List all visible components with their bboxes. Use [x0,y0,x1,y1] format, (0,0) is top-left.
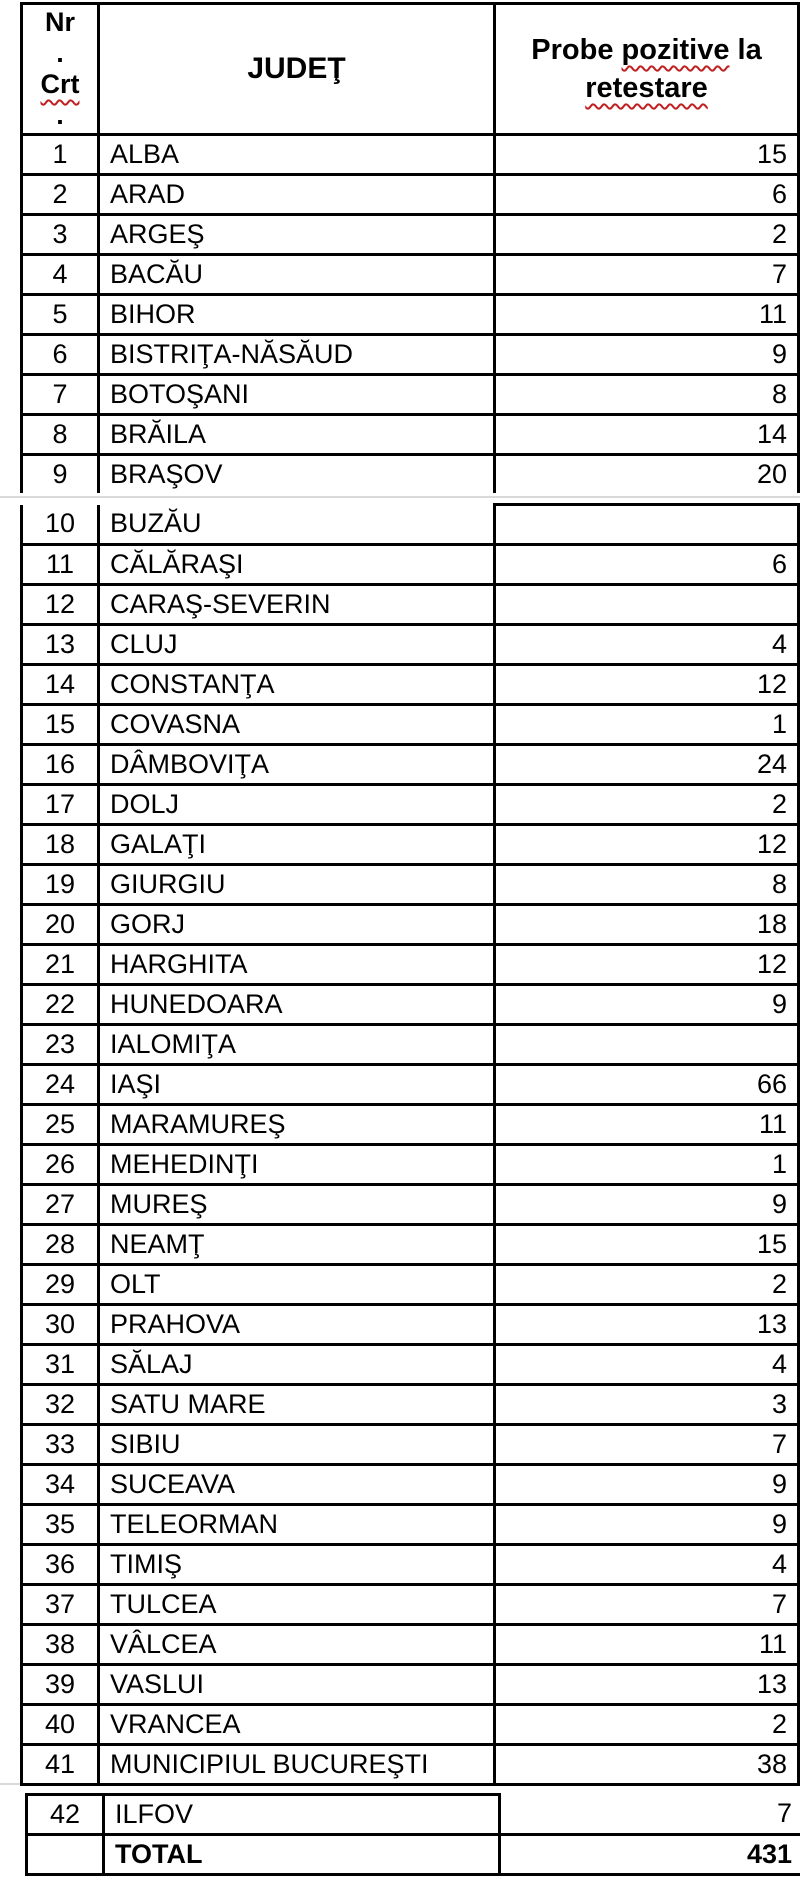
value-cell: 38 [495,1745,799,1785]
county-cell: COVASNA [99,705,495,745]
value-cell: 12 [495,825,799,865]
header-crt-line: Crt [40,69,80,99]
row-number-cell: 35 [22,1505,99,1545]
header-nr-dot2: . [56,100,64,130]
county-cell: TULCEA [99,1585,495,1625]
table-row [22,825,799,865]
county-cell: VASLUI [99,1665,495,1705]
table-row [22,1185,799,1225]
counties-table-page-3 [25,1793,800,1876]
county-cell: HARGHITA [99,945,495,985]
table-row [22,545,799,585]
row-number-cell: 27 [22,1185,99,1225]
row-number-cell: 36 [22,1545,99,1585]
county-cell: VRANCEA [99,1705,495,1745]
value-cell: 66 [495,1065,799,1105]
row-number-cell: 30 [22,1305,99,1345]
county-cell: CĂLĂRAŞI [99,545,495,585]
total-row [27,1835,800,1875]
table-row [22,705,799,745]
value-cell: 2 [495,1265,799,1305]
row-number-cell: 19 [22,865,99,905]
row-number-cell: 18 [22,825,99,865]
table-row [22,1065,799,1105]
row-number-cell: 34 [22,1465,99,1505]
row-number-cell: 32 [22,1385,99,1425]
table-row [22,625,799,665]
table-row [22,745,799,785]
total-label: TOTAL [104,1835,500,1875]
value-cell: 11 [495,1105,799,1145]
value-cell: 9 [495,985,799,1025]
county-cell: BOTOŞANI [99,375,495,415]
value-cell: 11 [495,1625,799,1665]
county-cell: MARAMUREŞ [99,1105,495,1145]
table-row [22,1465,799,1505]
table-row [22,905,799,945]
table-row [22,585,799,625]
county-cell: GORJ [99,905,495,945]
value-cell: 9 [495,1465,799,1505]
county-cell: TELEORMAN [99,1505,495,1545]
county-cell: SĂLAJ [99,1345,495,1385]
row-number-cell: 26 [22,1145,99,1185]
value-cell: 9 [495,335,799,375]
row-number-cell: 4 [22,255,99,295]
value-cell: 6 [495,175,799,215]
counties-table-page-1 [20,2,800,493]
row-number-cell: 5 [22,295,99,335]
row-number-cell: 31 [22,1345,99,1385]
table-row [22,135,799,175]
table-row [22,1305,799,1345]
row-number-cell: 39 [22,1665,99,1705]
row-number-cell: 33 [22,1425,99,1465]
county-cell: BACĂU [99,255,495,295]
table-row [22,375,799,415]
county-cell: BRAŞOV [99,455,495,494]
table-row [22,1105,799,1145]
value-cell: 8 [495,865,799,905]
value-cell: 1 [495,1145,799,1185]
value-cell: 11 [495,295,799,335]
row-number-cell: 42 [27,1795,104,1835]
county-cell: MUNICIPIUL BUCUREŞTI [99,1745,495,1785]
table-row [22,1225,799,1265]
value-cell: 12 [495,665,799,705]
table-row [22,335,799,375]
row-number-cell: 3 [22,215,99,255]
county-cell: HUNEDOARA [99,985,495,1025]
value-cell: 13 [495,1305,799,1345]
row-number-cell: 10 [22,505,99,545]
row-number-cell: 12 [22,585,99,625]
table-row [22,665,799,705]
table-row [22,1665,799,1705]
county-cell: SIBIU [99,1425,495,1465]
value-cell: 2 [495,785,799,825]
county-cell: TIMIŞ [99,1545,495,1585]
header-nr-dot1: . [56,38,64,68]
county-cell: BRĂILA [99,415,495,455]
value-cell: 14 [495,415,799,455]
row-number-cell: 1 [22,135,99,175]
value-cell: 6 [495,545,799,585]
value-cell: 2 [495,215,799,255]
row-number-cell: 40 [22,1705,99,1745]
header-nr-crt [22,4,99,135]
value-cell: 4 [495,1345,799,1385]
value-cell: 12 [495,945,799,985]
value-cell: 4 [495,625,799,665]
county-cell: BIHOR [99,295,495,335]
table-row [22,1385,799,1425]
value-cell: 7 [500,1795,800,1835]
header-probe-line2: retestare [585,72,708,104]
table-row [22,1745,799,1785]
row-number-cell: 23 [22,1025,99,1065]
county-cell: ALBA [99,135,495,175]
county-cell: DÂMBOVIŢA [99,745,495,785]
county-cell: BISTRIŢA-NĂSĂUD [99,335,495,375]
county-cell: CARAŞ-SEVERIN [99,585,495,625]
header-nr-line1: Nr [44,7,75,37]
county-cell: SATU MARE [99,1385,495,1425]
county-cell: MEHEDINŢI [99,1145,495,1185]
row-number-cell: 2 [22,175,99,215]
table-row [22,1585,799,1625]
value-cell: 15 [495,135,799,175]
row-number-cell: 15 [22,705,99,745]
county-cell: ARAD [99,175,495,215]
county-cell: PRAHOVA [99,1305,495,1345]
value-cell [495,1025,799,1065]
row-number-cell: 21 [22,945,99,985]
table-row [22,985,799,1025]
header-row [22,4,799,135]
table-row [22,415,799,455]
row-number-cell: 11 [22,545,99,585]
county-cell: OLT [99,1265,495,1305]
row-number-cell: 16 [22,745,99,785]
table-row [22,945,799,985]
row-number-cell: 28 [22,1225,99,1265]
value-cell: 20 [495,455,799,494]
row-number-cell: 24 [22,1065,99,1105]
total-empty-cell [27,1835,104,1875]
county-cell: GALAŢI [99,825,495,865]
row-number-cell: 37 [22,1585,99,1625]
row-number-cell: 25 [22,1105,99,1145]
value-cell [495,505,799,545]
row-number-cell: 14 [22,665,99,705]
table-row [22,1265,799,1305]
value-cell: 1 [495,705,799,745]
row-number-cell: 7 [22,375,99,415]
value-cell: 13 [495,1665,799,1705]
row-number-cell: 8 [22,415,99,455]
county-cell: GIURGIU [99,865,495,905]
county-cell: NEAMŢ [99,1225,495,1265]
value-cell: 7 [495,1425,799,1465]
row-number-cell: 22 [22,985,99,1025]
table-row [22,1705,799,1745]
value-cell: 9 [495,1185,799,1225]
value-cell [495,585,799,625]
table-row [22,1025,799,1065]
table-row [22,785,799,825]
table-row [22,505,799,545]
table-row [22,455,799,494]
row-number-cell: 17 [22,785,99,825]
table-row [22,295,799,335]
county-cell: CONSTANŢA [99,665,495,705]
header-probe-line1: Probe pozitive la [531,34,762,66]
total-value: 431 [500,1835,800,1875]
value-cell: 9 [495,1505,799,1545]
value-cell: 15 [495,1225,799,1265]
county-cell: IAŞI [99,1065,495,1105]
county-cell: ILFOV [104,1795,500,1835]
row-number-cell: 38 [22,1625,99,1665]
value-cell: 7 [495,255,799,295]
header-probe-pozitive [495,4,799,135]
table-row [22,1625,799,1665]
county-cell: VÂLCEA [99,1625,495,1665]
county-cell: BUZĂU [99,505,495,545]
county-cell: DOLJ [99,785,495,825]
value-cell: 24 [495,745,799,785]
page-break-line-1 [0,496,800,498]
header-judet: JUDEŢ [99,4,495,135]
row-number-cell: 9 [22,455,99,494]
row-number-cell: 6 [22,335,99,375]
table-row [27,1795,800,1835]
table-row [22,1425,799,1465]
county-cell: MUREŞ [99,1185,495,1225]
county-cell: IALOMIŢA [99,1025,495,1065]
table-row [22,255,799,295]
county-cell: CLUJ [99,625,495,665]
table-row [22,1545,799,1585]
value-cell: 8 [495,375,799,415]
table-row [22,1505,799,1545]
table-row [22,175,799,215]
table-row [22,1345,799,1385]
row-number-cell: 13 [22,625,99,665]
table-row [22,215,799,255]
row-number-cell: 29 [22,1265,99,1305]
value-cell: 18 [495,905,799,945]
value-cell: 7 [495,1585,799,1625]
county-cell: SUCEAVA [99,1465,495,1505]
row-number-cell: 41 [22,1745,99,1785]
county-cell: ARGEŞ [99,215,495,255]
row-number-cell: 20 [22,905,99,945]
counties-table-page-2 [20,503,800,1786]
table-row [22,1145,799,1185]
value-cell: 3 [495,1385,799,1425]
value-cell: 4 [495,1545,799,1585]
value-cell: 2 [495,1705,799,1745]
table-row [22,865,799,905]
